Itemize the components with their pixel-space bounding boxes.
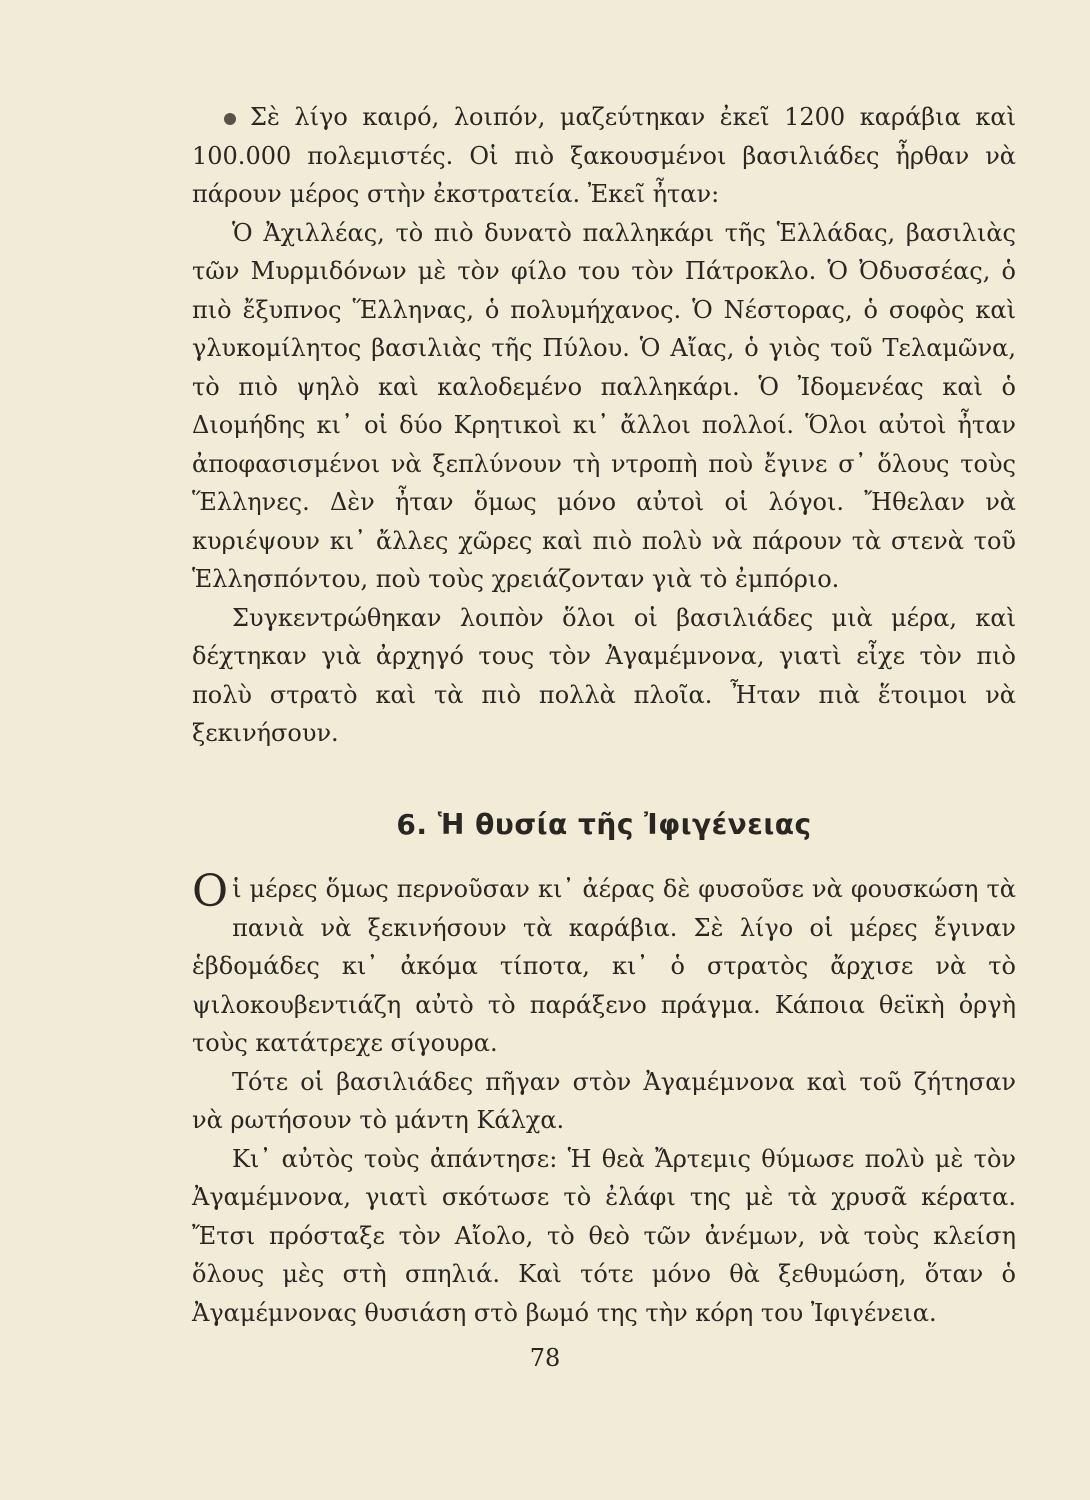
paragraph: Τότε οἱ βασιλιάδες πῆγαν στὸν Ἀγαμέμνονα καὶ τοῦ ζήτησαν νὰ ρωτήσουν τὸ μάντη Κάλχα. (192, 1067, 1016, 1134)
paragraph: Συγκεντρώθηκαν λοιπὸν ὅλοι οἱ βασιλιάδες μιὰ μέρα, καὶ δέχτηκαν γιὰ ἀρχηγό τους τὸν Ἀγαμέμνονα, γιατὶ εἶχε τὸν πιὸ πολὺ στρατὸ καὶ τὰ πιὸ πολλὰ πλοῖα. Ἦταν πιὰ ἕτοιμοι νὰ ξεκινήσουν. (192, 603, 1016, 747)
text-section-1 (192, 98, 1016, 753)
paragraph (192, 98, 1016, 214)
drop-cap: O (192, 866, 229, 917)
page-number: 78 (529, 1344, 561, 1372)
paragraph (192, 866, 1016, 1063)
text-section-2 (192, 866, 1016, 1332)
chapter-heading: 6. Ἡ θυσία τῆς Ἰφιγένειας (396, 808, 812, 841)
ink-spot (224, 113, 236, 125)
paragraph-text: Σὲ λίγο καιρό, λοιπόν, μαζεύτηκαν ἐκεῖ 1200 καράβια καὶ 100.000 πολεμιστές. Οἱ πιὸ ξακουσμένοι βασιλιάδες ἦρθαν νὰ πάρουν μέρος στὴν ἐκστρατεία. Ἐκεῖ ἦταν: (192, 103, 1016, 208)
paragraph-text: ἱ μέρες ὅμως περνοῦσαν κι᾿ ἀέρας δὲ φυσοῦσε νὰ φουσκώση τὰ πανιὰ νὰ ξεκινήσουν τὰ καράβια. Σὲ λίγο οἱ μέρες ἔγιναν ἑβδομάδες κι᾿ ἀκόμα τίποτα, κι᾿ ὁ στρατὸς ἄρχισε νὰ τὸ ψιλοκουβεντιάζη αὐτὸ τὸ παράξενο πράγμα. Κάποια θεϊκὴ ὀργὴ τοὺς κατάτρεχε σίγουρα. (192, 875, 1016, 1057)
paragraph: Ὁ Ἀχιλλέας, τὸ πιὸ δυνατὸ παλληκάρι τῆς Ἑλλάδας, βασιλιὰς τῶν Μυρμιδόνων μὲ τὸν φίλο του τὸν Πάτροκλο. Ὁ Ὀδυσσέας, ὁ πιὸ ἔξυπνος Ἕλληνας, ὁ πολυμήχανος. Ὁ Νέστορας, ὁ σοφὸς καὶ γλυκομίλητος βασιλιὰς τῆς Πύλου. Ὁ Αἴας, ὁ γιὸς τοῦ Τελαμῶνα, τὸ πιὸ ψηλὸ καὶ καλοδεμένο παλληκάρι. Ὁ Ἰδομενέας καὶ ὁ Διομήδης κι᾿ οἱ δύο Κρητικοὶ κι᾿ ἄλλοι πολλοί. Ὅλοι αὐτοὶ ἦταν ἀποφασισμένοι νὰ ξεπλύνουν τὴ ντροπὴ ποὺ ἔγινε σ᾿ ὅλους τοὺς Ἕλληνες. Δὲν ἦταν ὅμως μόνο αὐτοὶ οἱ λόγοι. Ἤθελαν νὰ κυριέψουν κι᾿ ἄλλες χῶρες καὶ πιὸ πολὺ νὰ πάρουν τὰ στενὰ τοῦ Ἑλλησπόντου, ποὺ τοὺς χρειάζονταν γιὰ τὸ ἐμπόριο. (192, 218, 1016, 593)
paragraph: Κι᾿ αὐτὸς τοὺς ἀπάντησε: Ἡ θεὰ Ἄρτεμις θύμωσε πολὺ μὲ τὸν Ἀγαμέμνονα, γιατὶ σκότωσε τὸ ἐλάφι της μὲ τὰ χρυσᾶ κέρατα. Ἔτσι πρόσταξε τὸν Αἴολο, τὸ θεὸ τῶν ἀνέμων, νὰ τοὺς κλείση ὅλους μὲς στὴ σπηλιά. Καὶ τότε μόνο θὰ ξεθυμώση, ὅταν ὁ Ἀγαμέμνονας θυσιάση στὸ βωμό της τὴν κόρη του Ἰφιγένεια. (192, 1144, 1016, 1327)
